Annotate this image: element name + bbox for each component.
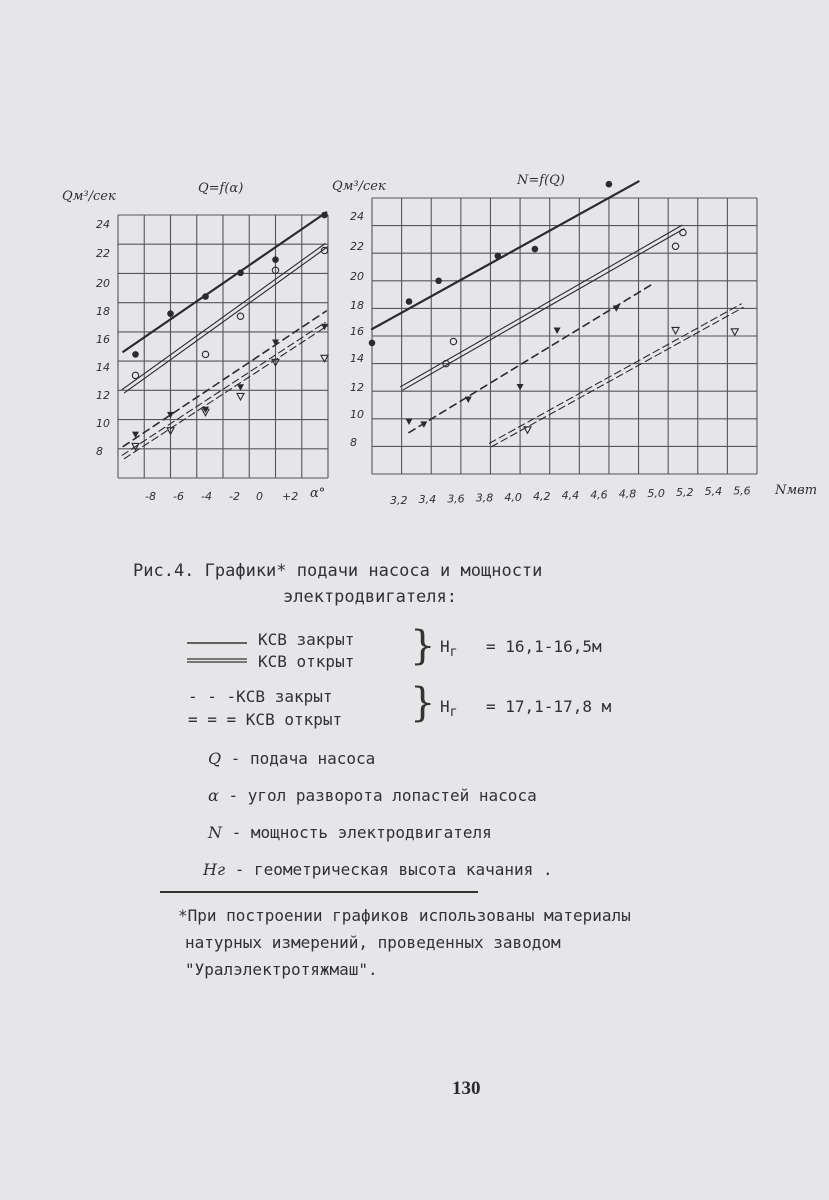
x-tick-label: 4,2 bbox=[533, 490, 551, 503]
y-axis-label: Qм³/сек bbox=[62, 189, 116, 204]
x-tick-label: -8 bbox=[145, 490, 156, 503]
def-q-symbol: Q bbox=[208, 749, 222, 768]
x-tick-label: 4,8 bbox=[618, 487, 637, 501]
y-tick-label: 20 bbox=[96, 277, 110, 290]
x-tick-label: +2 bbox=[282, 490, 299, 503]
data-point-open-circle bbox=[132, 372, 138, 378]
y-tick-label: 18 bbox=[350, 299, 364, 312]
y-tick-label: 10 bbox=[350, 408, 364, 421]
data-point-filled-circle bbox=[272, 256, 279, 263]
data-point-open-circle bbox=[202, 351, 208, 357]
y-tick-label: 8 bbox=[350, 436, 357, 449]
h-symbol-1: H bbox=[440, 637, 450, 656]
x-tick-label: 3,8 bbox=[475, 491, 494, 505]
y-tick-label: 14 bbox=[350, 352, 364, 365]
x-tick-label: 0 bbox=[256, 490, 263, 503]
chart-title: Q=f(α) bbox=[198, 181, 244, 196]
legend-head-1 bbox=[440, 637, 458, 660]
data-point-open-circle bbox=[237, 313, 243, 319]
series-fit-line-double bbox=[122, 244, 325, 390]
x-axis-label: α° bbox=[310, 486, 326, 501]
data-point-open-circle bbox=[450, 338, 456, 344]
x-tick-label: -2 bbox=[229, 490, 240, 503]
y-tick-label: 16 bbox=[96, 333, 110, 346]
series-fit-line-double-dashed bbox=[489, 304, 741, 443]
y-tick-label: 14 bbox=[96, 361, 110, 374]
data-point-filled-circle bbox=[202, 293, 209, 300]
def-n-text: - мощность электродвигателя bbox=[231, 823, 492, 842]
def-alpha-symbol: α bbox=[208, 786, 219, 805]
x-tick-label: 5,0 bbox=[647, 486, 665, 500]
data-point-open-circle bbox=[680, 229, 686, 235]
legend-ksv-closed-2: - - -КСВ закрыт bbox=[188, 687, 333, 706]
def-q-text: - подача насоса bbox=[230, 749, 376, 768]
page-number: 130 bbox=[452, 1078, 481, 1099]
x-tick-label: 3,6 bbox=[447, 492, 465, 506]
data-point-open-triangle bbox=[672, 327, 679, 334]
legend-head-value-1: = 16,1-16,5м bbox=[486, 637, 602, 656]
figure-caption-line1: Рис.4. Графики* подачи насоса и мощности bbox=[133, 561, 543, 581]
data-point-filled-circle bbox=[435, 278, 442, 285]
data-point-open-circle bbox=[672, 243, 678, 249]
def-hg-symbol: Hг bbox=[203, 860, 226, 879]
data-point-filled-circle bbox=[532, 246, 539, 253]
legend-ksv-closed-1: КСВ закрыт bbox=[258, 630, 355, 649]
y-tick-label: 12 bbox=[350, 381, 364, 394]
x-tick-label: 4,4 bbox=[561, 489, 580, 503]
x-tick-label: 5,6 bbox=[733, 484, 751, 498]
legend-ksv-open-2: = = = КСВ открыт bbox=[188, 710, 343, 729]
brace-2: } bbox=[410, 680, 436, 726]
def-n-symbol: N bbox=[208, 823, 222, 842]
series-fit-line-double-dashed bbox=[122, 322, 325, 455]
y-tick-label: 16 bbox=[350, 325, 364, 338]
legend-head-value-2: = 17,1-17,8 м bbox=[486, 697, 612, 716]
y-tick-label: 18 bbox=[96, 305, 110, 318]
x-tick-label: 5,4 bbox=[704, 485, 723, 499]
charts-area bbox=[0, 0, 829, 560]
data-point-filled-triangle bbox=[554, 327, 561, 334]
data-point-filled-circle bbox=[321, 212, 328, 219]
x-axis-label: Nмвт bbox=[775, 483, 818, 498]
y-tick-label: 20 bbox=[350, 270, 364, 283]
x-tick-label: 4,0 bbox=[504, 490, 522, 504]
figure-caption-line2: электродвигателя: bbox=[283, 587, 457, 607]
def-hg-text: - геометрическая высота качания . bbox=[234, 860, 553, 879]
data-point-open-triangle bbox=[237, 393, 244, 400]
def-alpha-text: - угол разворота лопастей насоса bbox=[228, 786, 537, 805]
footnote-line2: натурных измерений, проведенных заводом bbox=[185, 933, 561, 952]
chart-title: N=f(Q) bbox=[517, 173, 565, 188]
data-point-filled-circle bbox=[167, 310, 174, 317]
series-fit-line-double-dashed bbox=[124, 326, 327, 459]
x-tick-label: -6 bbox=[173, 490, 184, 503]
series-fit-line-double bbox=[124, 247, 327, 393]
footnote-line3: "Уралэлектротяжмаш". bbox=[185, 960, 378, 979]
y-tick-label: 22 bbox=[350, 240, 364, 253]
y-tick-label: 24 bbox=[350, 210, 364, 223]
data-point-open-triangle bbox=[731, 329, 738, 336]
data-point-filled-triangle bbox=[406, 419, 413, 426]
y-tick-label: 12 bbox=[96, 389, 110, 402]
x-tick-label: 5,2 bbox=[676, 486, 694, 499]
y-axis-label: Qм³/сек bbox=[332, 179, 386, 194]
data-point-filled-circle bbox=[495, 253, 502, 260]
data-point-filled-circle bbox=[606, 181, 613, 188]
data-point-filled-circle bbox=[406, 298, 413, 305]
h-subscript-2: г bbox=[449, 705, 458, 721]
y-tick-label: 8 bbox=[96, 445, 103, 458]
def-n bbox=[208, 823, 492, 842]
y-tick-label: 24 bbox=[96, 218, 110, 231]
h-subscript-1: г bbox=[449, 645, 458, 661]
chart-n-q bbox=[332, 173, 817, 507]
x-tick-label: 4,6 bbox=[590, 488, 608, 502]
data-point-filled-triangle bbox=[465, 396, 472, 403]
x-tick-label: -4 bbox=[201, 490, 212, 503]
legend-head-2 bbox=[440, 697, 458, 720]
data-point-filled-circle bbox=[237, 270, 244, 277]
def-q bbox=[208, 749, 375, 768]
y-tick-label: 10 bbox=[96, 417, 110, 430]
brace-1: } bbox=[410, 623, 436, 669]
series-fit-line-solid bbox=[372, 181, 639, 329]
series-fit-line-double-dashed bbox=[491, 307, 743, 446]
data-point-filled-triangle bbox=[517, 384, 524, 391]
y-tick-label: 22 bbox=[96, 247, 110, 260]
def-hg bbox=[203, 860, 553, 879]
x-tick-label: 3,2 bbox=[390, 494, 408, 507]
x-tick-label: 3,4 bbox=[418, 493, 437, 507]
data-point-filled-circle bbox=[369, 340, 376, 347]
def-alpha bbox=[208, 786, 537, 805]
h-symbol-2: H bbox=[440, 697, 450, 716]
legend-ksv-open-1: КСВ открыт bbox=[258, 652, 355, 671]
footnote-line1: *При построении графиков использованы материалы bbox=[178, 906, 631, 925]
chart-q-alpha bbox=[62, 181, 328, 503]
data-point-open-triangle bbox=[524, 427, 531, 434]
data-point-filled-circle bbox=[132, 351, 139, 358]
